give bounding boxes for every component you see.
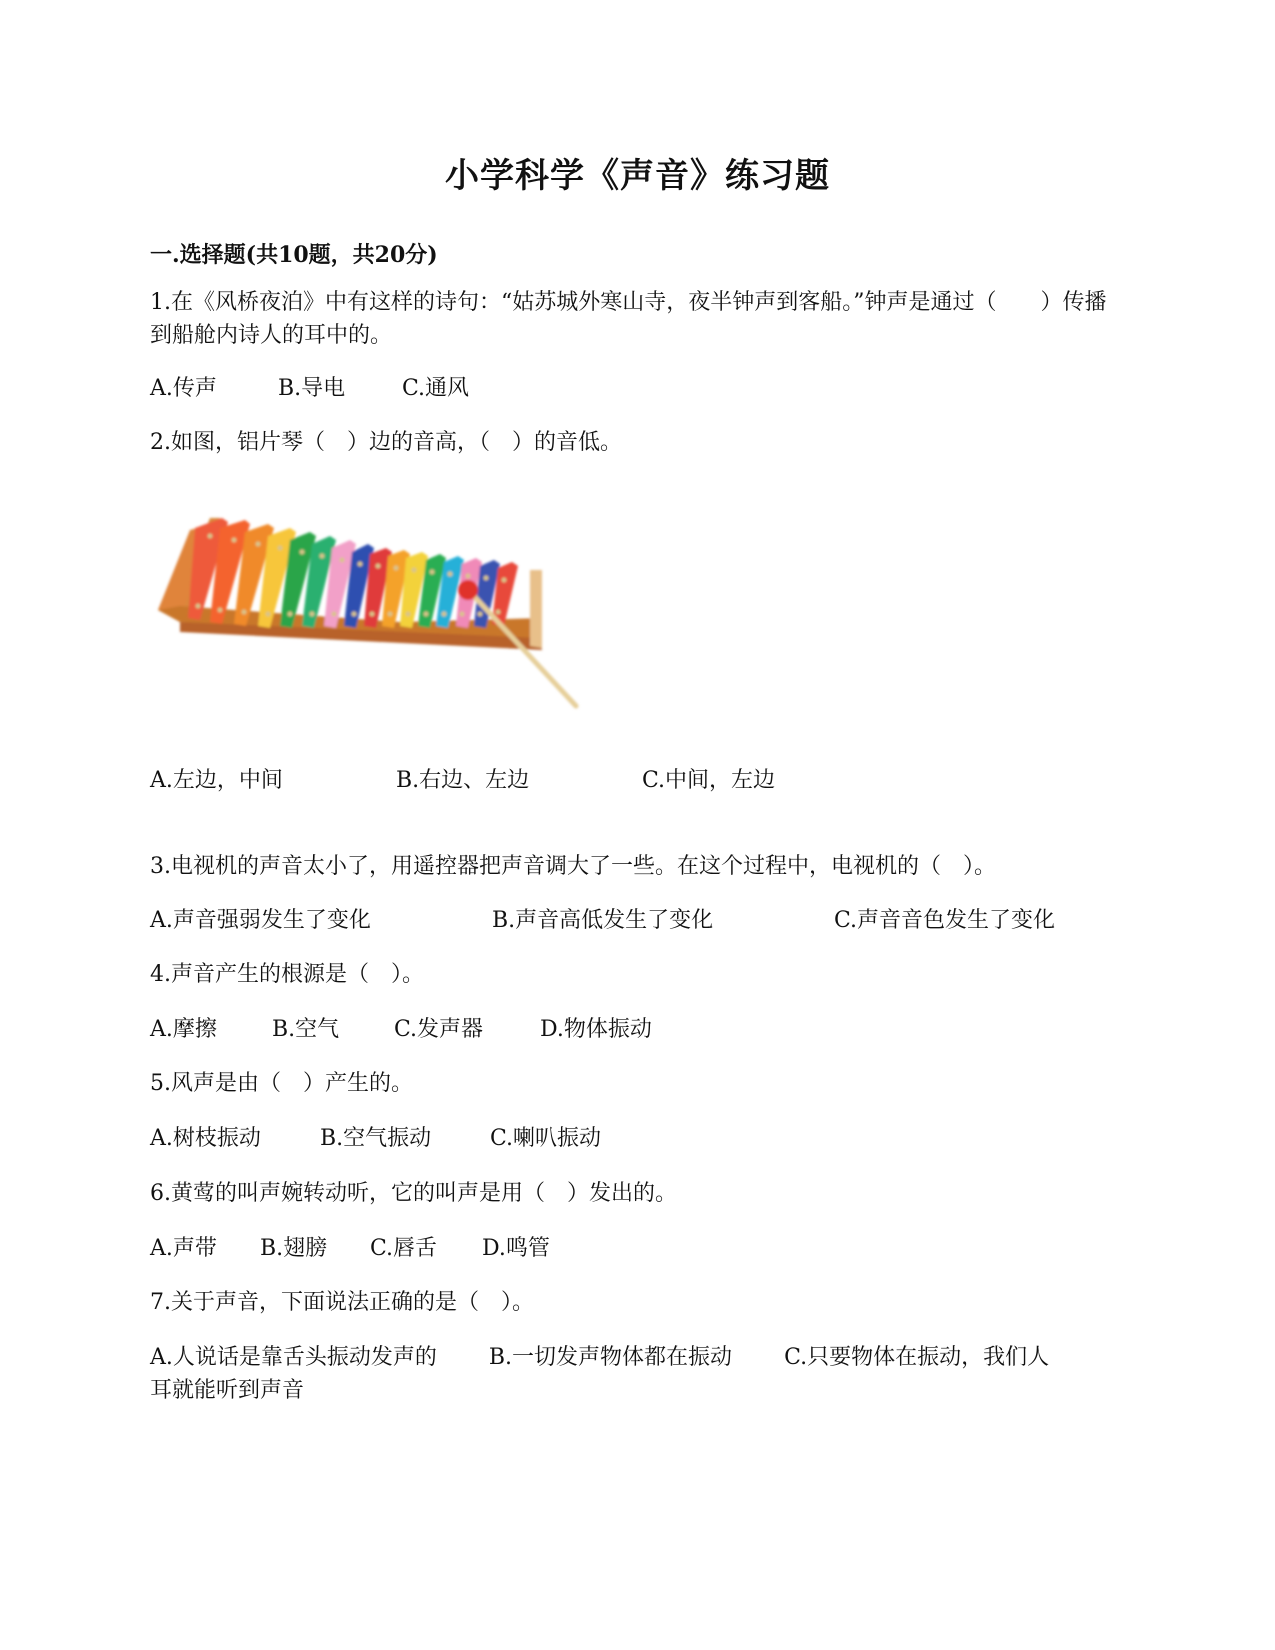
question-4: 4.声音产生的根源是（ ）。 bbox=[150, 962, 424, 987]
question-2: 2.如图，铝片琴（ ）边的音高，（ ）的音低。 bbox=[150, 430, 622, 455]
option-b: B.声音高低发生了变化 bbox=[492, 908, 714, 933]
question-1: 1.在《风桥夜泊》中有这样的诗句：“姑苏城外寒山寺，夜半钟声到客船。”钟声是通过（ ）传播到船舱内诗人的耳中的。 bbox=[150, 290, 1107, 348]
worksheet-title: 小学科学《声音》练习题 bbox=[445, 156, 830, 196]
option-d: D.物体振动 bbox=[540, 1017, 652, 1042]
option-c: C.通风 bbox=[402, 376, 470, 401]
section-heading: 一.选择题(共10题，共20分) bbox=[150, 242, 438, 268]
option-b: B.一切发声物体都在振动 bbox=[488, 1345, 733, 1370]
option-b: B.导电 bbox=[278, 376, 346, 401]
question-3: 3.电视机的声音太小了，用遥控器把声音调大了一些。在这个过程中，电视机的（ ）。 bbox=[150, 854, 996, 879]
option-a: A.人说话是靠舌头振动发声的 bbox=[150, 1345, 437, 1370]
option-b: B.右边、左边 bbox=[396, 768, 530, 793]
question-6: 6.黄莺的叫声婉转动听，它的叫声是用（ ）发出的。 bbox=[150, 1181, 677, 1206]
option-c: C.声音音色发生了变化 bbox=[834, 908, 1056, 933]
option-b: B.空气 bbox=[272, 1017, 340, 1042]
option-a: A.树枝振动 bbox=[150, 1126, 261, 1151]
option-a: A.左边，中间 bbox=[150, 768, 283, 793]
option-c: C.只要物体在振动，我们人耳就能听到声音 bbox=[150, 1345, 1050, 1403]
option-c: C.发声器 bbox=[394, 1017, 484, 1042]
option-a: A.声带 bbox=[150, 1236, 217, 1261]
option-b: B.翅膀 bbox=[260, 1236, 328, 1261]
xylophone-illustration bbox=[150, 510, 620, 750]
option-d: D.鸣管 bbox=[482, 1236, 550, 1261]
option-c: C.喇叭振动 bbox=[490, 1126, 602, 1151]
question-7: 7.关于声音，下面说法正确的是（ ）。 bbox=[150, 1290, 534, 1315]
option-b: B.空气振动 bbox=[320, 1126, 432, 1151]
question-5: 5.风声是由（ ）产生的。 bbox=[150, 1071, 413, 1096]
question-7-options bbox=[150, 1341, 1070, 1407]
option-a: A.传声 bbox=[150, 376, 217, 401]
option-a: A.声音强弱发生了变化 bbox=[150, 908, 371, 933]
option-c: C.唇舌 bbox=[370, 1236, 438, 1261]
option-a: A.摩擦 bbox=[150, 1017, 217, 1042]
option-c: C.中间，左边 bbox=[642, 768, 776, 793]
